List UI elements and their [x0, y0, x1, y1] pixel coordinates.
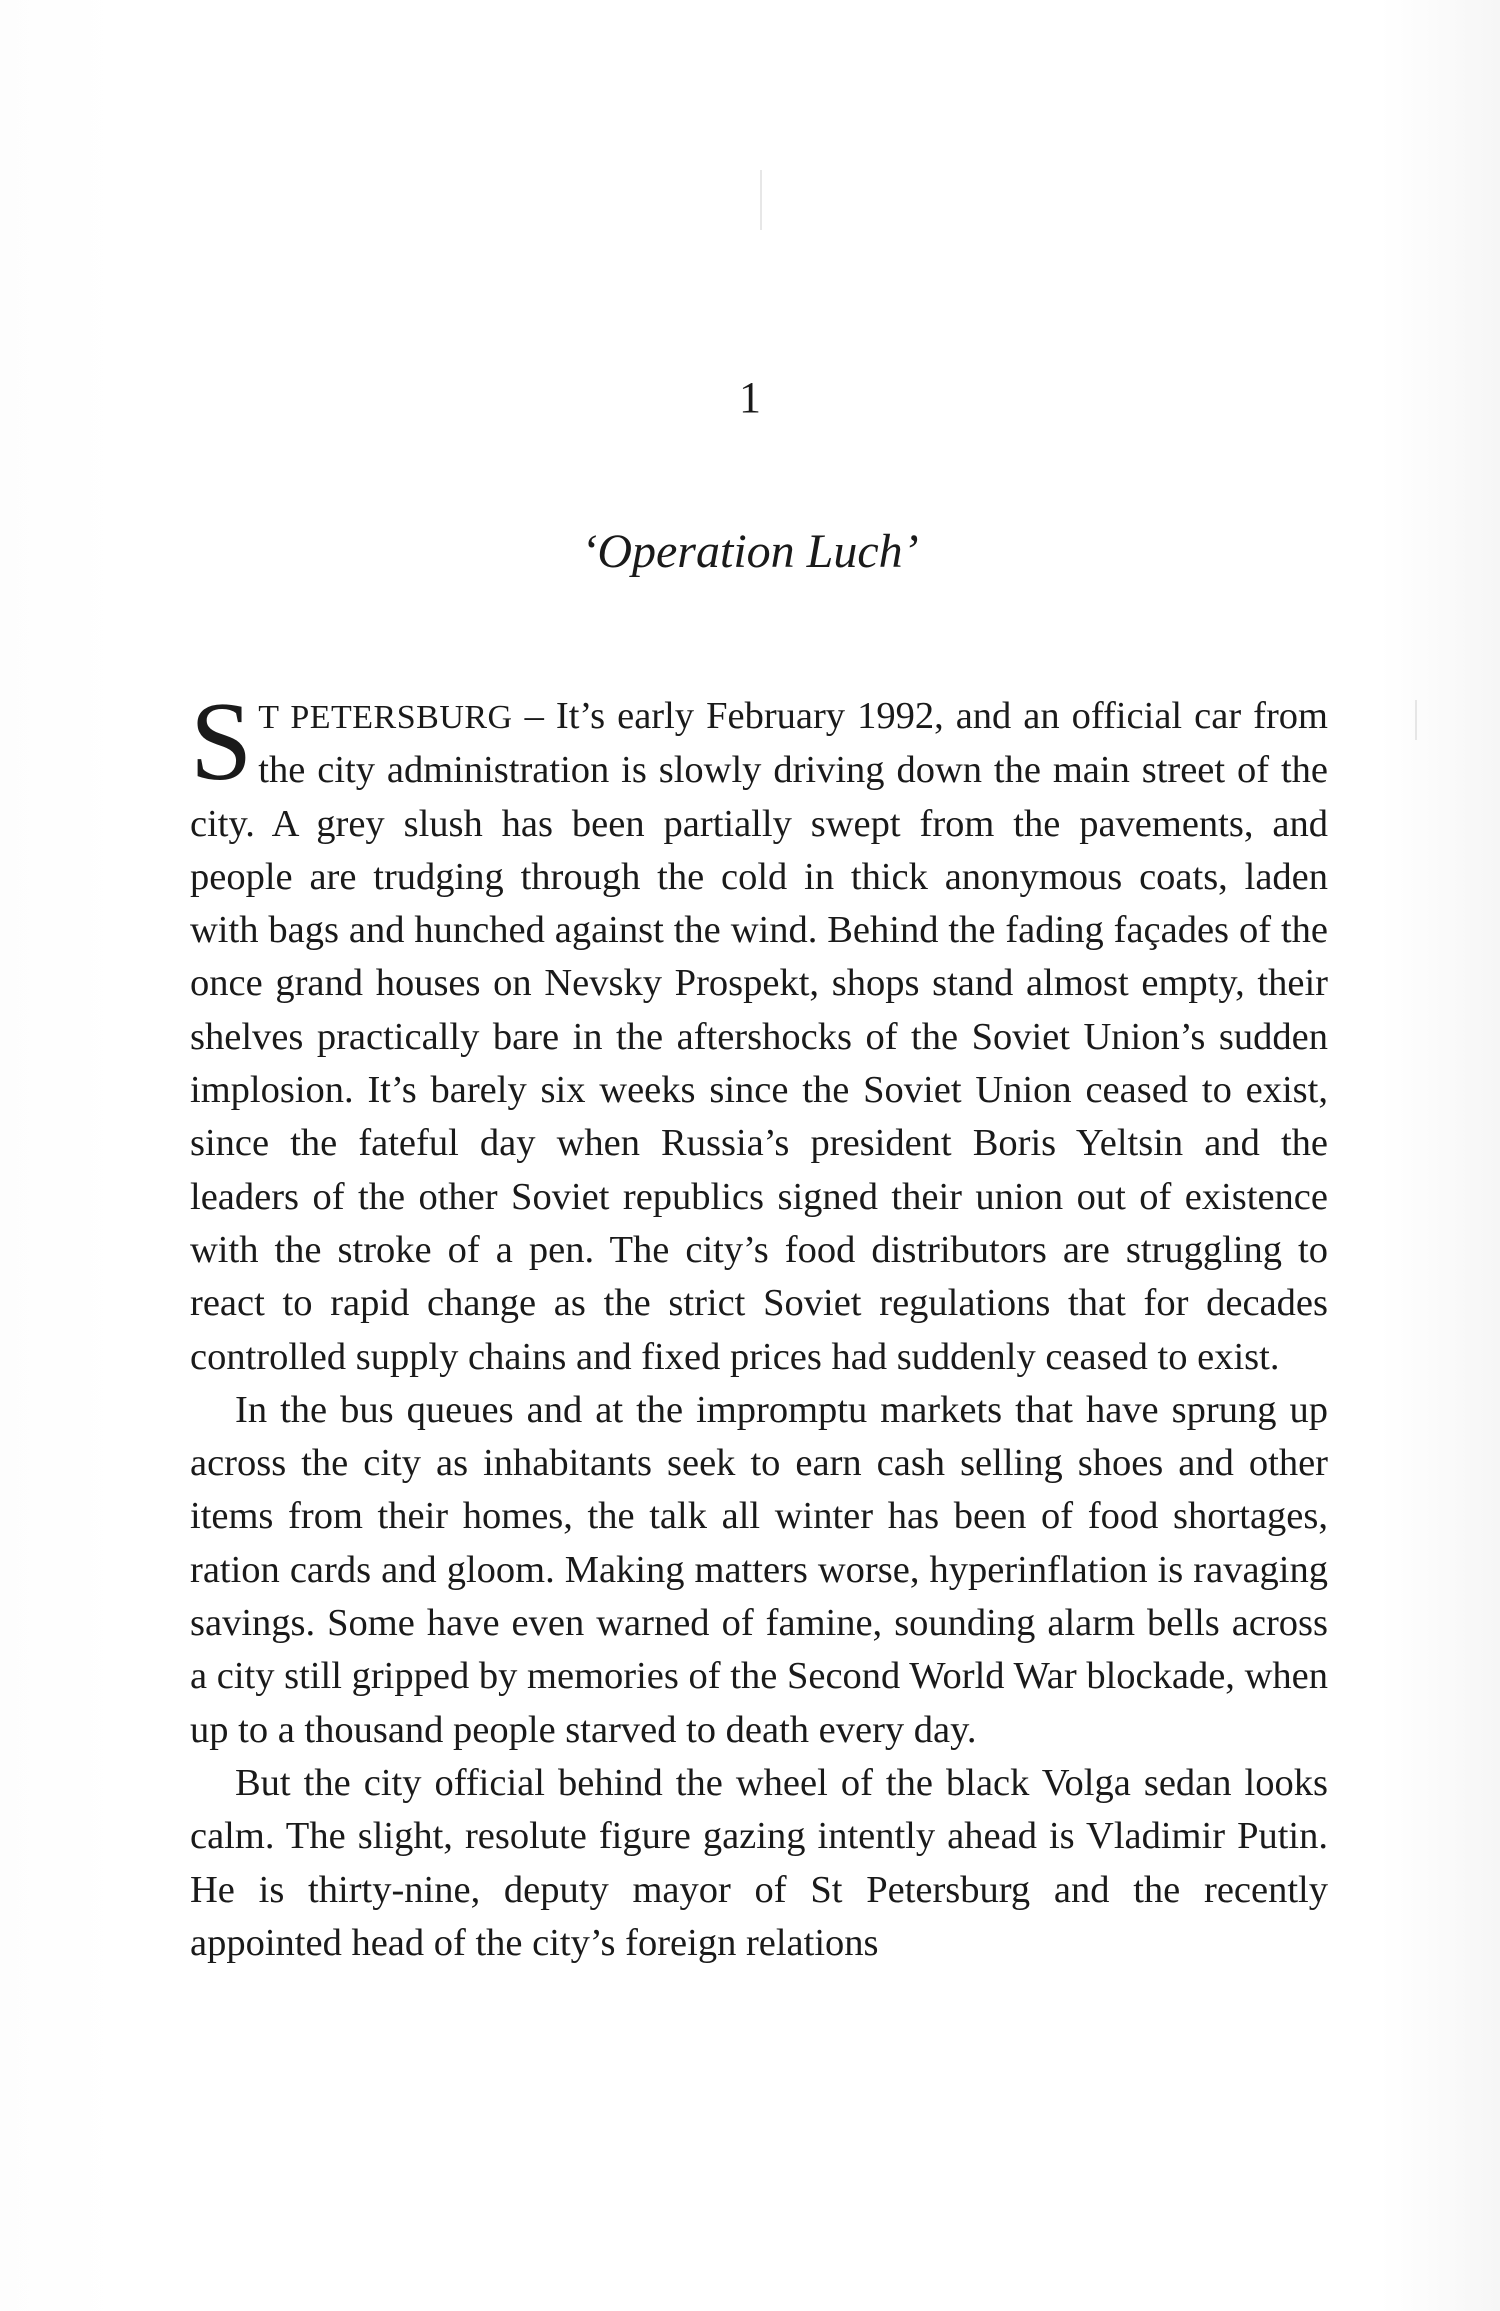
scan-speck: [1415, 700, 1417, 740]
chapter-body: [190, 680, 1328, 1970]
chapter-title: ‘Operation Luch’: [581, 525, 919, 578]
chapter-number: 1: [739, 373, 761, 422]
paragraph-2: In the bus queues and at the impromptu markets that have sprung up across the city as inhabitants seek to earn cash selling shoes and other items from their homes, the talk all winter has been of food shortages, ration cards and gloom. Making matters worse, hyperinflation is ravaging savings. Some have even warned of famine, sounding alarm bells across a city still gripped by memories of the Second World War blockade, when up to a thousand people starved to death every day.: [190, 1388, 1328, 1751]
paragraph-text: – It’s early February 1992, and an official car from the city administration is slowly driving down the main street of the city. A grey slush has been partially swept from the pavements, and people are trudging through the cold in thick anonymous coats, laden with bags and hunched against the wind. Behind the fading façades of the once grand houses on Nevsky Prospekt, shops stand almost empty, their shelves practically bare in the aftershocks of the Soviet Union’s sudden implosion. It’s barely six weeks since the Soviet Union ceased to exist, since the fateful day when Russia’s president Boris Yeltsin and the leaders of the other Soviet republics signed their union out of existence with the stroke of a pen. The city’s food distributors are struggling to react to rapid change as the strict Soviet regulations that for decades controlled supply chains and fixed prices had suddenly ceased to exist.: [190, 695, 1328, 1378]
paragraph-1: [190, 680, 1328, 1384]
paragraph-lead: T PETERSBURG: [258, 699, 513, 736]
drop-cap: S: [190, 680, 253, 804]
paragraph-3: But the city official behind the wheel of the black Volga sedan looks calm. The slight, resolute figure gazing intently ahead is Vladimir Putin. He is thirty-nine, deputy mayor of St Petersburg and the recently appointed head of the city’s foreign relations: [190, 1761, 1328, 1964]
scan-speck: [760, 170, 762, 230]
